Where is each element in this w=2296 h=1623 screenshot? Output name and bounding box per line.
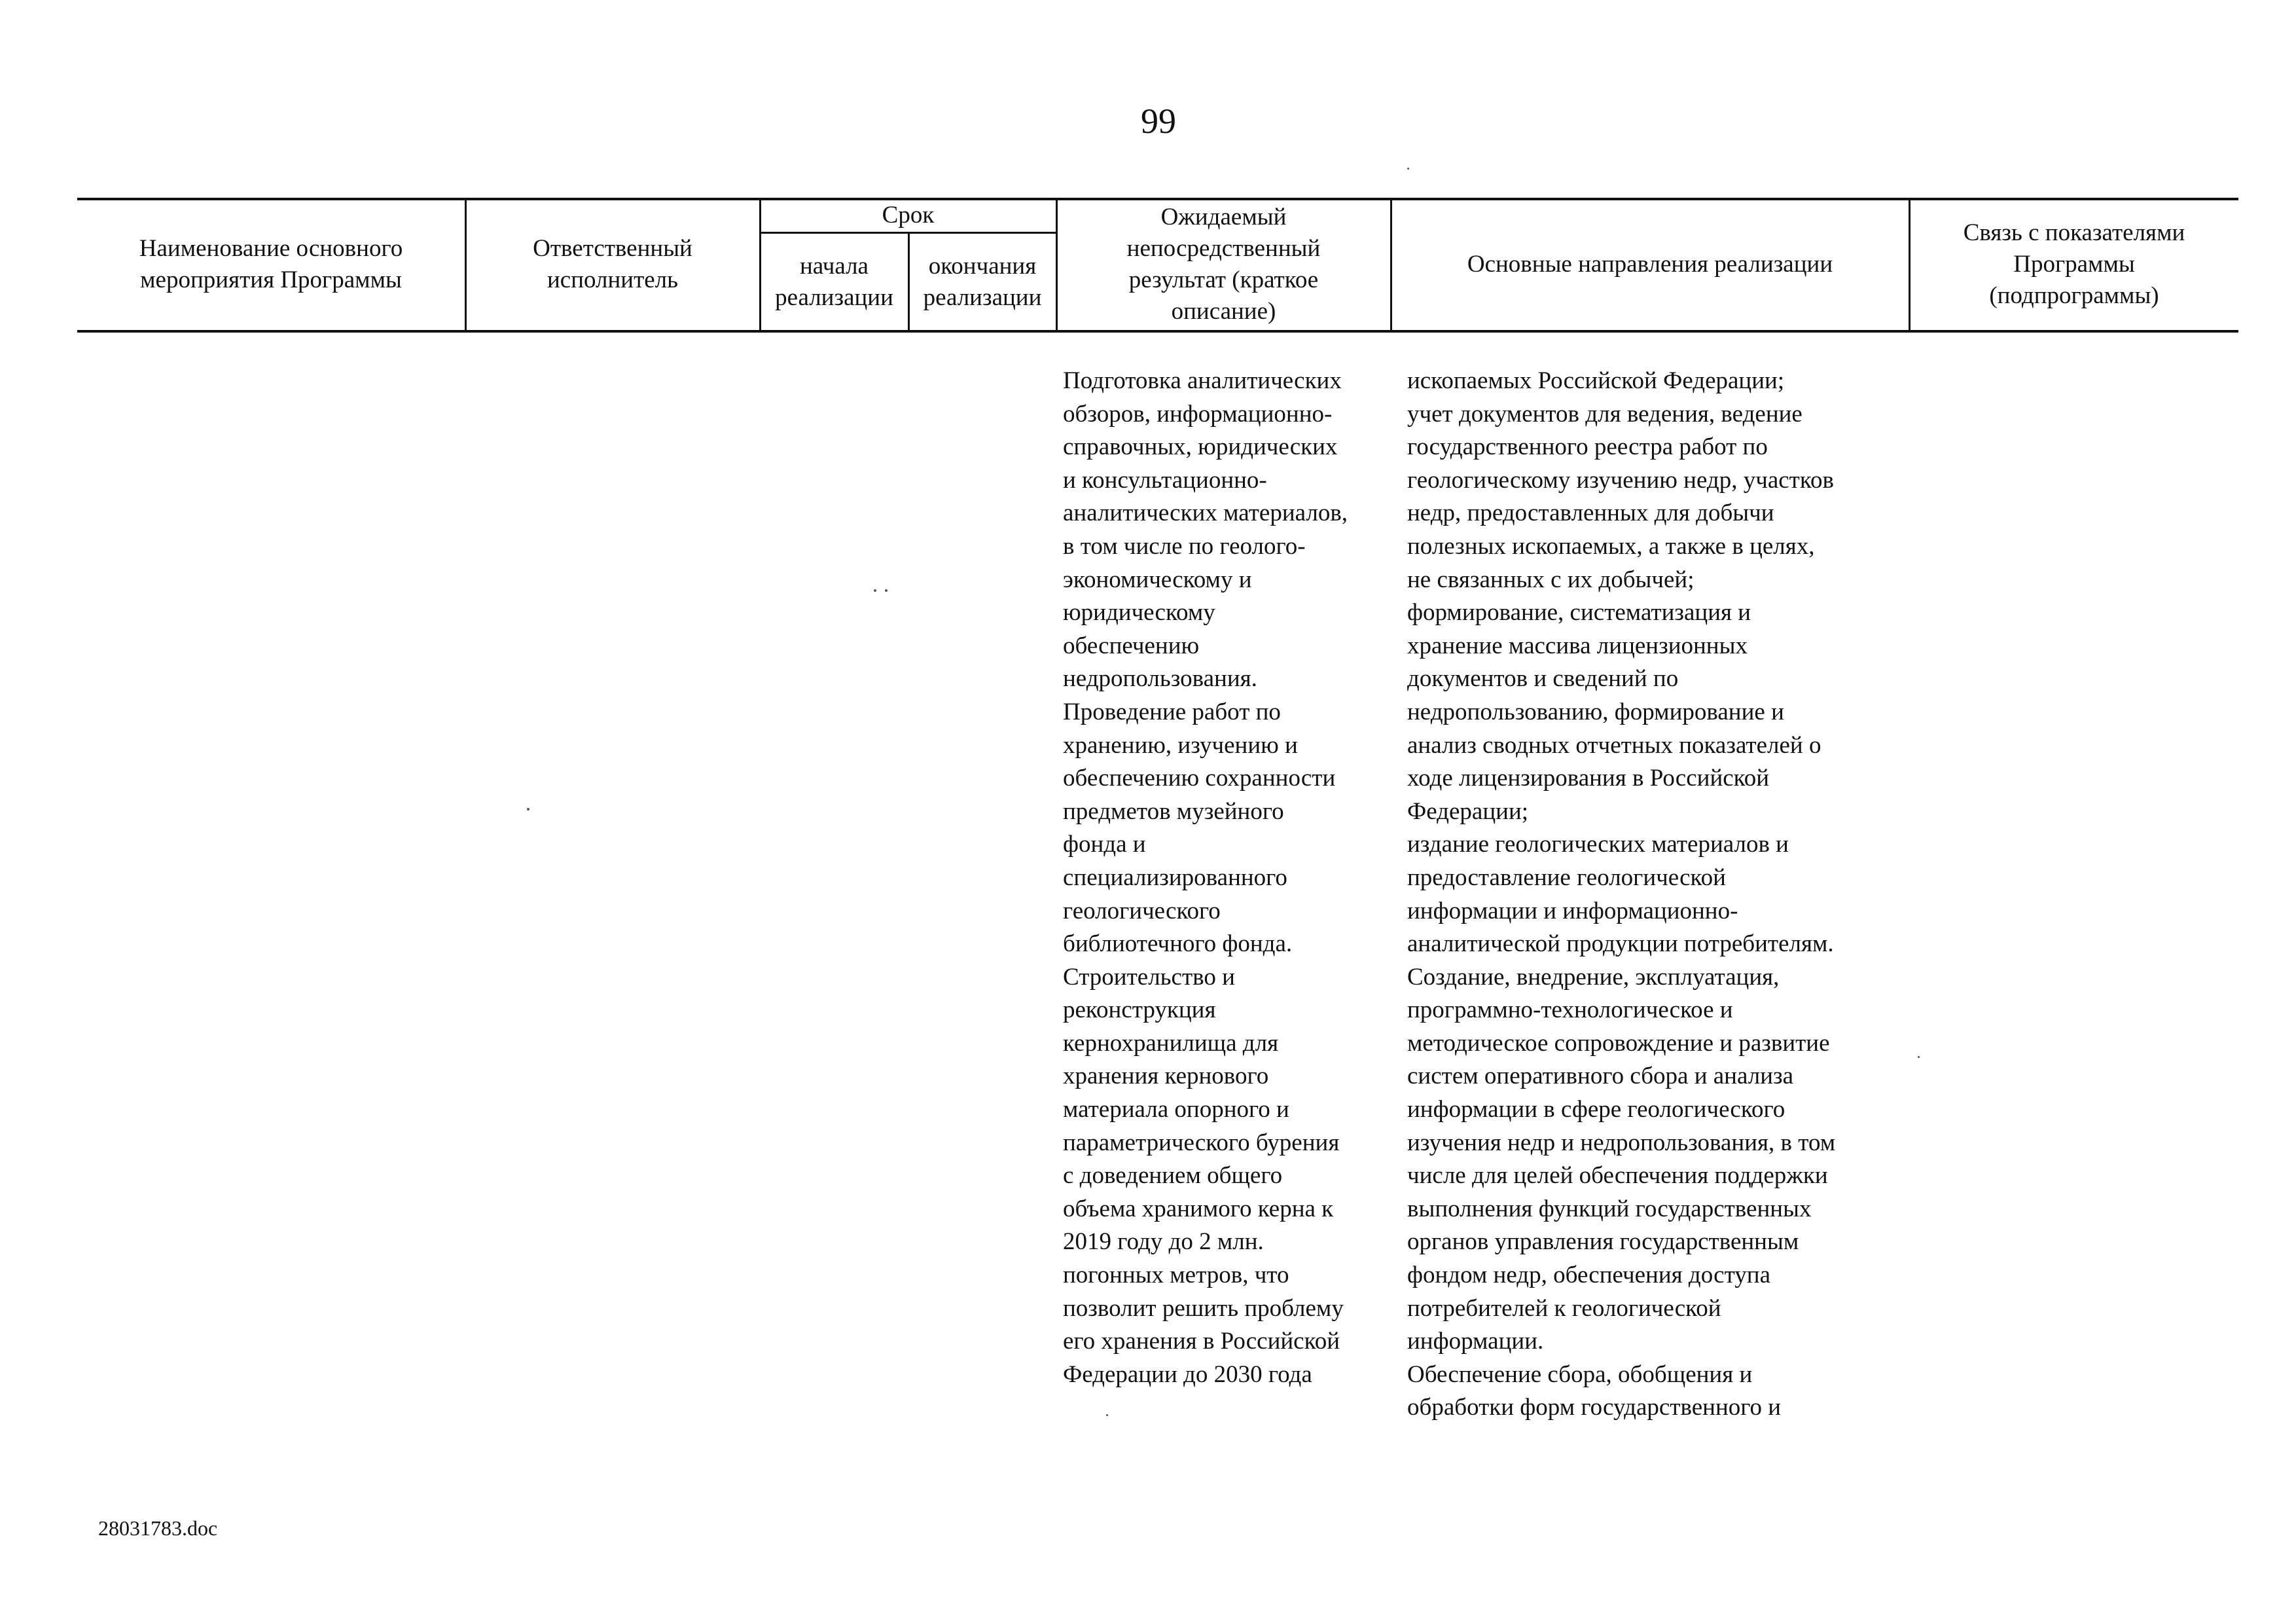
scan-speck bbox=[1918, 1056, 1920, 1058]
text-line: информации. bbox=[1407, 1328, 1544, 1355]
text-line: и консультационно- bbox=[1063, 466, 1267, 494]
text-line: экономическому и bbox=[1063, 566, 1252, 593]
text-line: программно-технологическое и bbox=[1407, 996, 1733, 1024]
text-line: ходе лицензирования в Российской bbox=[1407, 765, 1770, 792]
text-line: фондом недр, обеспечения доступа bbox=[1407, 1262, 1770, 1289]
text-line: издание геологических материалов и bbox=[1407, 831, 1789, 858]
text-line: изучения недр и недропользования, в том bbox=[1407, 1129, 1836, 1156]
text-line: формирование, систематизация и bbox=[1407, 599, 1751, 627]
text-line: хранению, изучению и bbox=[1063, 731, 1298, 759]
text-line: органов управления государственным bbox=[1407, 1228, 1799, 1256]
text-line: позволит решить проблему bbox=[1063, 1294, 1344, 1322]
text-line: объема хранимого керна к bbox=[1063, 1195, 1334, 1222]
text-line: полезных ископаемых, а также в целях, bbox=[1407, 532, 1815, 560]
table-header-bottom-rule bbox=[77, 330, 2238, 333]
header-cell-main-directions: Основные направления реализации bbox=[1467, 251, 1833, 278]
scan-speck bbox=[1106, 1414, 1108, 1416]
text-line: недропользованию, формирование и bbox=[1407, 698, 1784, 725]
text-line: Проведение работ по bbox=[1063, 698, 1281, 725]
text-line: предметов музейного bbox=[1063, 797, 1284, 825]
scan-speck bbox=[874, 589, 876, 592]
header-cell-start: начала реализации bbox=[775, 252, 893, 311]
header-cell-end: окончания реализации bbox=[923, 252, 1042, 311]
text-line: Федерации до 2030 года bbox=[1063, 1360, 1312, 1388]
header-cell-activity-name: Наименование основного мероприятия Программы bbox=[139, 235, 403, 293]
text-line: в том числе по геолого- bbox=[1063, 532, 1306, 560]
text-line: методическое сопровождение и развитие bbox=[1407, 1029, 1830, 1057]
scan-speck bbox=[527, 808, 529, 811]
text-line: систем оперативного сбора и анализа bbox=[1407, 1063, 1794, 1090]
text-line: 2019 году до 2 млн. bbox=[1063, 1228, 1264, 1256]
text-line: хранение массива лицензионных bbox=[1407, 632, 1748, 659]
scan-speck bbox=[885, 589, 888, 592]
header-cell-executor: Ответственный исполнитель bbox=[533, 235, 692, 293]
text-line: Строительство и bbox=[1063, 963, 1235, 991]
text-line: материала опорного и bbox=[1063, 1096, 1289, 1123]
text-line: обеспечению bbox=[1063, 632, 1200, 659]
text-line: не связанных с их добычей; bbox=[1407, 566, 1695, 593]
expected-result-text bbox=[1063, 365, 1348, 1391]
text-line: потребителей к геологической bbox=[1407, 1294, 1721, 1322]
text-line: справочных, юридических bbox=[1063, 433, 1338, 461]
text-line: информации в сфере геологического bbox=[1407, 1096, 1785, 1123]
text-line: Федерации; bbox=[1407, 797, 1529, 825]
text-line: погонных метров, что bbox=[1063, 1262, 1289, 1289]
text-line: обзоров, информационно- bbox=[1063, 400, 1333, 428]
text-line: хранения кернового bbox=[1063, 1063, 1269, 1090]
text-line: обеспечению сохранности bbox=[1063, 765, 1336, 792]
text-line: с доведением общего bbox=[1063, 1162, 1283, 1190]
text-line: геологического bbox=[1063, 897, 1221, 924]
text-line: информации и информационно- bbox=[1407, 897, 1738, 924]
text-line: фонда и bbox=[1063, 831, 1146, 858]
header-cell-term: Срок bbox=[882, 202, 935, 228]
text-line: Подготовка аналитических bbox=[1063, 367, 1342, 394]
text-line: выполнения функций государственных bbox=[1407, 1195, 1812, 1222]
main-directions-text bbox=[1407, 365, 1835, 1425]
text-line: обработки форм государственного и bbox=[1407, 1394, 1782, 1421]
text-line: учет документов для ведения, ведение bbox=[1407, 400, 1803, 428]
text-line: юридическому bbox=[1063, 599, 1215, 627]
text-line: геологическому изучению недр, участков bbox=[1407, 466, 1834, 494]
text-line: государственного реестра работ по bbox=[1407, 433, 1768, 461]
text-line: аналитической продукции потребителям. bbox=[1407, 930, 1834, 958]
text-line: недр, предоставленных для добычи bbox=[1407, 500, 1774, 527]
text-line: специализированного bbox=[1063, 864, 1287, 891]
text-line: ископаемых Российской Федерации; bbox=[1407, 367, 1785, 394]
text-line: библиотечного фонда. bbox=[1063, 930, 1293, 958]
text-line: анализ сводных отчетных показателей о bbox=[1407, 731, 1821, 759]
text-line: реконструкция bbox=[1063, 996, 1216, 1024]
text-line: документов и сведений по bbox=[1407, 665, 1679, 693]
text-line: предоставление геологической bbox=[1407, 864, 1726, 891]
text-line: Обеспечение сбора, обобщения и bbox=[1407, 1360, 1753, 1388]
text-line: Создание, внедрение, эксплуатация, bbox=[1407, 963, 1780, 991]
text-line: числе для целей обеспечения поддержки bbox=[1407, 1162, 1828, 1190]
header-cell-program-indicators-link: Связь с показателями Программы (подпрограммы) bbox=[1963, 219, 2185, 309]
header-cell-expected-result: Ожидаемый непосредственный результат (краткое описание) bbox=[1126, 204, 1321, 325]
page-number: 99 bbox=[1141, 101, 1176, 141]
scan-speck bbox=[1407, 168, 1409, 170]
text-line: его хранения в Российской bbox=[1063, 1328, 1340, 1355]
text-line: параметрического бурения bbox=[1063, 1129, 1340, 1156]
text-line: недропользования. bbox=[1063, 665, 1257, 693]
text-line: кернохранилища для bbox=[1063, 1029, 1279, 1057]
document-filename: 28031783.doc bbox=[98, 1516, 218, 1540]
text-line: аналитических материалов, bbox=[1063, 500, 1348, 527]
